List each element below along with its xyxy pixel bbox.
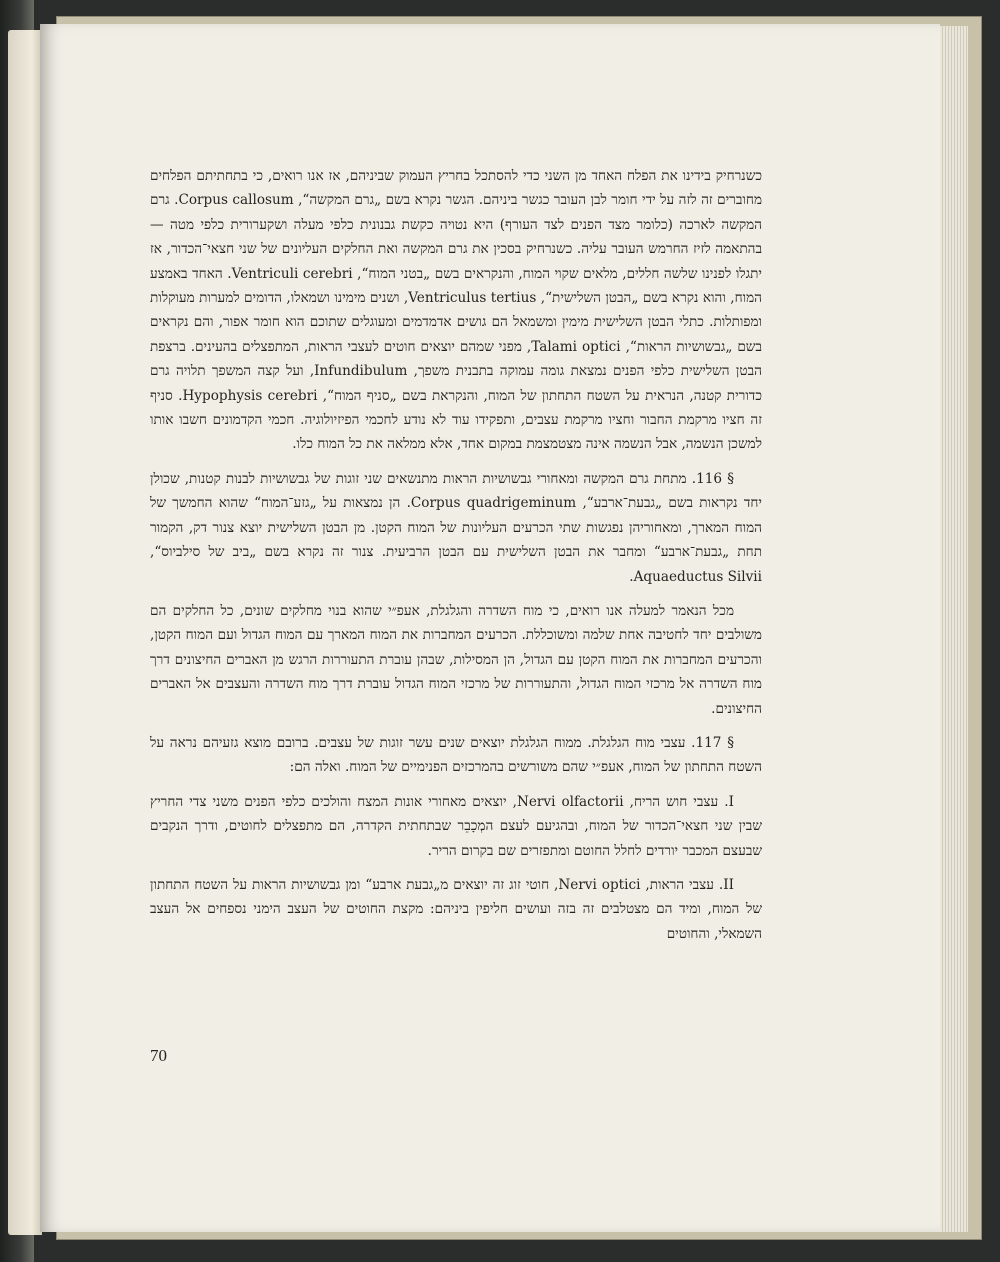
paragraph-olfactory-nerves: I. עצבי חוש הריח, Nervi olfactorii, יוצאים מאחורי אונות המצח והולכים כלפי הפנים משני צדי החריץ שבין שני חצאי־הכדור של המוח, ובהגיעם לעצם המְכָבֵר שבתחתית הקדרה, הם מתפצלים לחוטים, ודרך הנקבים שבעצם המכבר יורדים לחלל החוטם ומתפזרים שם בקרום הריר. [150, 793, 762, 859]
book-page [40, 24, 940, 1232]
paragraph-section-117: § 117. עצבי מוח הגלגלת. ממוח הגלגלת יוצאים שנים עשר זוגות של עצבים. ברובם מוצא גזעיהם נראה על השטח התחתון של המוח, אעפ״י שהם משורשים בהמרכזים הפנימיים של המוח. ואלה הם: [150, 734, 762, 776]
body-text [150, 164, 762, 956]
paragraph-optic-nerves: II. עצבי הראות, Nervi optici, חוטי זוג זה יוצאים מ„גבעת ארבע“ ומן גבשושיות הראות על השטח התחתון של המוח, ומיד הם מצטלבים זה בזה ועושים חליפין ביניהם: מקצת החוטים של העצב הימני נספחים אל העצב השמאלי, והחוטים [150, 876, 762, 942]
paragraph-section-116: § 116. מתחת גרם המקשה ומאחורי גבשושיות הראות מתנשאים שני זוגות של גבשושיות לבנות קטנות, שכולן יחד נקראות בשם „גבעת־ארבע“, Corpus quadrigeminum. הן נמצאות על „גזע־המוח“ שהוא החמשך של המוח המארך, ומאחוריהן נפגשות שתי הכרעים העליונות של המוח הקטן. מן הבטן השלישית יוצא צנור דק, הקמור תחת „גבעת־ארבע“ ומחבר את הבטן השלישית עם הבטן הרביעית. צנור זה נקרא בשם „ביב של סילביוס“, Aquaeductus Silvii. [150, 470, 762, 585]
paragraph-summary: מכל הנאמר למעלה אנו רואים, כי מוח השדרה והגלגלת, אעפ״י שהוא בנוי מחלקים שונים, כל החלקים הם משולבים יחד לחטיבה אחת שלמה ומשוכללת. הכרעים המחברות את המוח המארך עם המוח הגדול ועם המוח הקטן, והכרעים המחברות את המוח הקטן עם הגדול, הן המסילות, שבהן עוברת התעוררות הרגש מן האברים החיצונים דרך מוח השדרה אל מרכזי המוח הגדול, והתעוררות של מרכזי המוח הגדול עוברת דרך מוח השדרה והעצבים אל האברים החיצונים. [150, 602, 762, 717]
page-number: 70 [150, 1046, 167, 1065]
paragraph-ventricles: כשנרחיק בידינו את הפלח האחד מן השני כדי להסתכל בחריץ העמוק שביניהם, אז אנו רואים, כי בתחתיתם הפלחים מחוברים זה לזה על ידי חומר לבן העובר כגשר ביניהם. הגשר נקרא בשם „גרם המקשה“, Corpus callosum. גרם המקשה לארכה (כלומר מצד הפנים לצד העורף) היא נטויה כקשת גבנונית כלפי מעלה ושקערורית כלפי מטה — בהתאמה לזיז החרמש העובר עליה. כשנרחיק בסכין את גרם המקשה ואת החלקים העליונים של שני חצאי־הכדור, אז יתגלו לפנינו שלשה חללים, מלאים שקוי המוח, והנקראים בשם „בטני המוח“, Ventriculi cerebri. האחד באמצע המוח, והוא נקרא בשם „הבטן השלישית“, Ventriculus tertius, ושנים מימינו ושמאלו, הדומים למערות מעוקלות ומפותלות. כתלי הבטן השלישית מימין ומשמאל הם גושים אדמדמים ומעוגלים שתוכם הוא חומר אפור, והם נקראים בשם „גבשושיות הראות“, Talami optici, מפני שמהם יוצאים חוטים לעצבי הראות, המתפצלים בהעינים. ברצפת הבטן השלישית כלפי הפנים נמצאת גומה עמוקה בתבנית משפך, Infundibulum, ועל קצה המשפך תלויה גרם כדורית קטנה, הנראית על השטח התחתון של המוח, והנקראת בשם „סניף המוח“, Hypophysis cerebri. סניף זה חציו מרקמת החבור וחציו מרקמת עצבים, ותפקידו עוד לא נודע לחכמי הפיזיולוגיה. חכמי הקדמונים חשבו אותו למשכן הנשמה, אבל הנשמה אינה מצטמצמת במקום אחד, אלא ממלאה את כל המוח כלו. [150, 168, 762, 453]
left-page-edge [8, 30, 42, 1235]
